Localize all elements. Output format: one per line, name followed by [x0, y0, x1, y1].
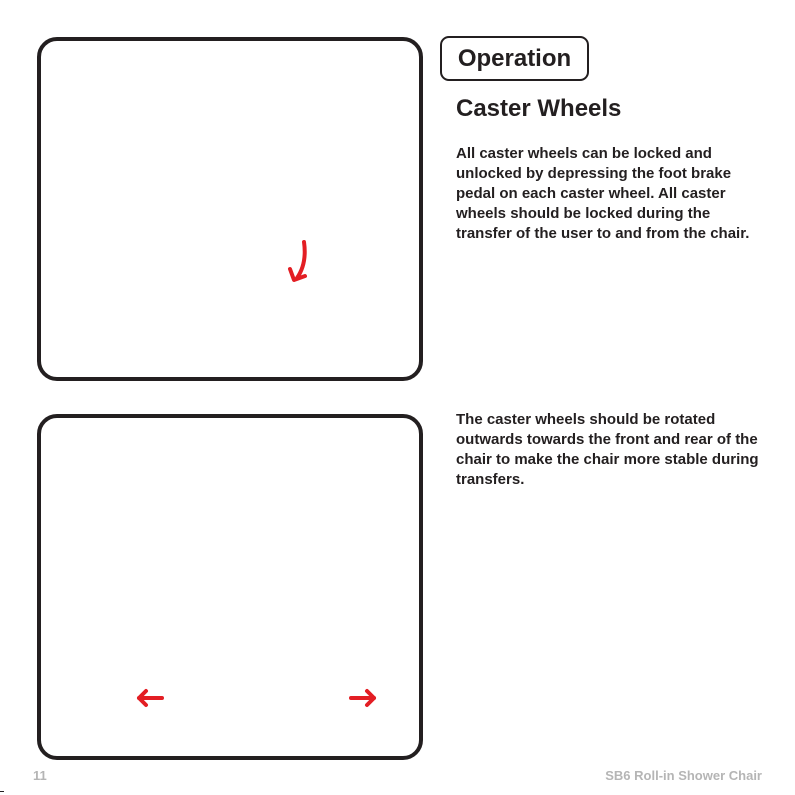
- illustration-panel-brake: [37, 37, 423, 381]
- arrow-left-icon: [135, 688, 165, 708]
- illustration-panel-rotation: [37, 414, 423, 760]
- crop-mark: [0, 791, 4, 792]
- document-title: SB6 Roll-in Shower Chair: [605, 768, 762, 783]
- page-number: 11: [33, 768, 47, 783]
- arrow-down-curved-icon: [285, 238, 315, 286]
- instruction-paragraph-locking: All caster wheels can be locked and unlocked by depressing the foot brake pedal on each caster wheel. All caster wheels should be locked during the transfer of the user to and from the chair.: [456, 145, 750, 242]
- instruction-paragraph-rotation: The caster wheels should be rotated outwards towards the front and rear of the chair to make the chair more stable during transfers.: [456, 411, 759, 488]
- page-heading: Caster Wheels: [456, 95, 622, 122]
- section-badge: Operation: [440, 36, 589, 81]
- arrow-right-icon: [348, 688, 378, 708]
